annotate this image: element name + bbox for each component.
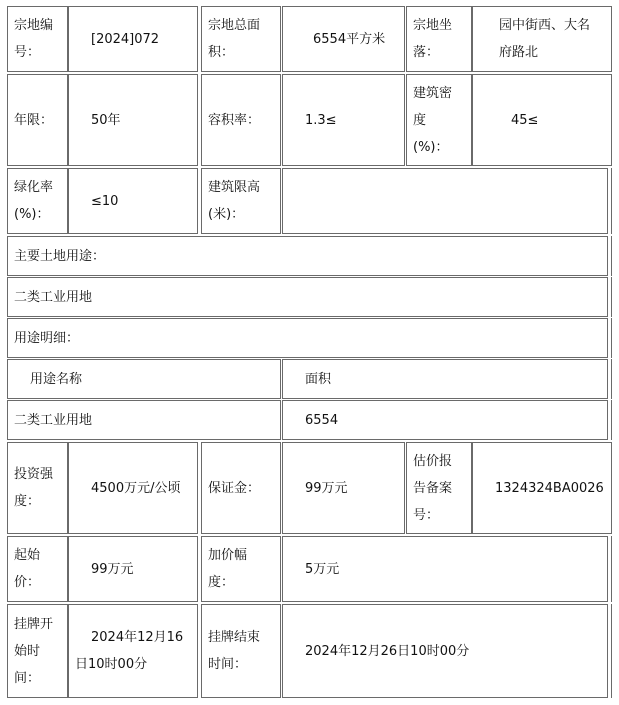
green-value-text: ≤10 (91, 193, 119, 209)
green-value (68, 168, 198, 234)
use-table-header-name (7, 359, 281, 399)
invest-label (7, 442, 68, 534)
invest-label-text: 投资强 度： (14, 467, 54, 509)
total-area-value-text: 6554平方米 (313, 31, 386, 47)
green-label (7, 168, 68, 234)
term-label (7, 74, 68, 166)
far-value (282, 74, 405, 166)
end-time-label (201, 604, 281, 698)
invest-value-text: 4500万元/公顷 (91, 480, 181, 496)
parcel-no-value (68, 6, 198, 72)
deposit-label-text: 保证金： (208, 480, 261, 496)
location-label (406, 6, 472, 72)
total-area-value (282, 6, 405, 72)
start-time-value-text: 2024年12月16 日10时00分 (75, 630, 184, 672)
main-use-label-text: 主要土地用途： (14, 248, 106, 264)
main-use-label (7, 236, 608, 276)
end-time-value (282, 604, 608, 698)
report-value (472, 442, 612, 534)
deposit-value (282, 442, 405, 534)
use-detail-label (7, 318, 608, 358)
use-table-row-name (7, 400, 281, 440)
density-value (472, 74, 612, 166)
density-label (406, 74, 472, 166)
increment-label (201, 536, 281, 602)
density-value-text: 45≤ (511, 112, 539, 128)
height-label-text: 建筑限高 (米)： (208, 180, 261, 222)
term-value-text: 50年 (91, 112, 121, 128)
location-value-text: 园中街西、大名 府路北 (499, 18, 591, 60)
use-table-row-name-text: 二类工业用地 (14, 412, 93, 428)
main-use-value (7, 277, 608, 317)
start-price-value (68, 536, 198, 602)
parcel-no-label (7, 6, 68, 72)
start-price-value-text: 99万元 (91, 561, 134, 577)
use-table-row-area-text: 6554 (305, 412, 339, 428)
location-label-text: 宗地坐 落： (413, 18, 453, 60)
far-label (201, 74, 281, 166)
start-price-label-text: 起始 价： (14, 548, 41, 590)
use-table-header-area-text: 面积 (305, 371, 332, 387)
far-value-text: 1.3≤ (305, 112, 337, 128)
report-value-text: 1324324BA0026 (495, 480, 604, 496)
end-time-label-text: 挂牌结束 时间： (208, 630, 261, 672)
start-price-label (7, 536, 68, 602)
deposit-value-text: 99万元 (305, 480, 348, 496)
location-value (472, 6, 612, 72)
total-area-label-text: 宗地总面 积： (208, 18, 261, 60)
use-table-header-name-text: 用途名称 (30, 371, 83, 387)
invest-value (68, 442, 198, 534)
start-time-label-text: 挂牌开 始时 间： (14, 616, 54, 686)
parcel-no-value-text: [2024]072 (91, 31, 160, 47)
use-table-header-area (282, 359, 608, 399)
density-label-text: 建筑密 度 (%)： (413, 85, 453, 155)
use-detail-label-text: 用途明细： (14, 330, 80, 346)
end-time-value-text: 2024年12月26日10时00分 (305, 643, 470, 659)
report-label-text: 估价报 告备案 号： (413, 453, 453, 523)
term-label-text: 年限： (14, 112, 54, 128)
green-label-text: 绿化率 (%)： (14, 180, 54, 222)
start-time-value (68, 604, 198, 698)
height-value (282, 168, 608, 234)
total-area-label (201, 6, 281, 72)
use-table-row-area (282, 400, 608, 440)
term-value (68, 74, 198, 166)
increment-label-text: 加价幅 度： (208, 548, 248, 590)
deposit-label (201, 442, 281, 534)
increment-value-text: 5万元 (305, 561, 340, 577)
report-label (406, 442, 472, 534)
start-time-label (7, 604, 68, 698)
main-use-value-text: 二类工业用地 (14, 289, 93, 305)
far-label-text: 容积率： (208, 112, 261, 128)
parcel-no-label-text: 宗地编 号： (14, 18, 54, 60)
height-label (201, 168, 281, 234)
increment-value (282, 536, 608, 602)
